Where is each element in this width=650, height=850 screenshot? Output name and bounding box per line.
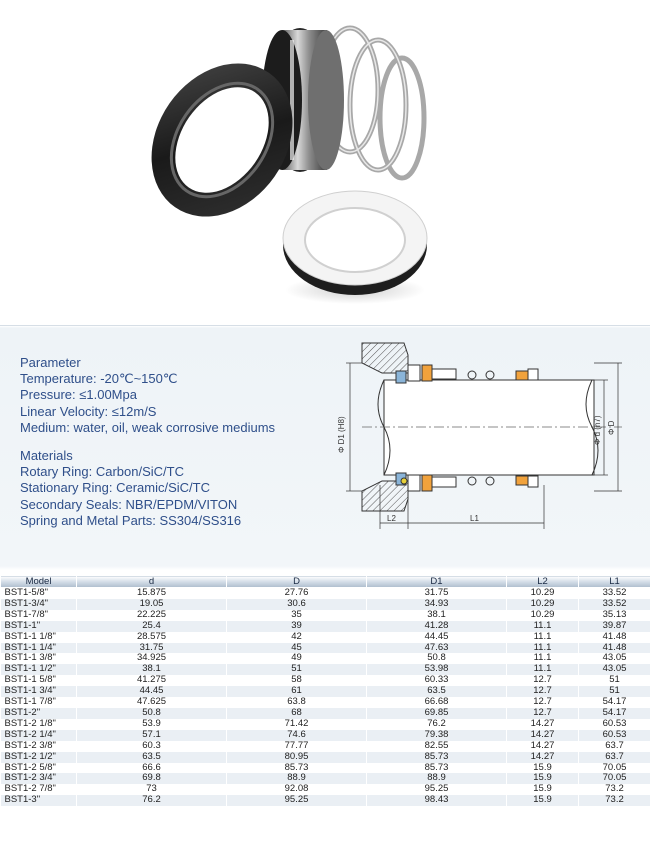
materials-heading: Materials	[20, 448, 73, 464]
value-cell: 11.1	[507, 621, 579, 632]
value-cell: 39.87	[579, 621, 650, 632]
value-cell: 74.6	[227, 730, 367, 741]
model-cell: BST1-5/8"	[1, 588, 77, 599]
model-cell: BST1-1 1/2"	[1, 664, 77, 675]
model-cell: BST1-1 1/4"	[1, 643, 77, 654]
value-cell: 47.63	[367, 643, 507, 654]
table-row	[1, 773, 650, 784]
table-row	[1, 632, 650, 643]
value-cell: 54.17	[579, 708, 650, 719]
table-row	[1, 686, 650, 697]
value-cell: 14.27	[507, 741, 579, 752]
column-header: d	[77, 576, 227, 588]
velocity-spec: Linear Velocity: ≤12m/S	[20, 403, 157, 419]
model-cell: BST1-1 3/4"	[1, 686, 77, 697]
model-cell: BST1-1 3/8"	[1, 653, 77, 664]
value-cell: 63.7	[579, 752, 650, 763]
model-cell: BST1-2 1/2"	[1, 752, 77, 763]
value-cell: 54.17	[579, 697, 650, 708]
value-cell: 11.1	[507, 632, 579, 643]
cross-section-drawing	[322, 335, 642, 535]
column-header: D	[227, 576, 367, 588]
model-cell: BST1-2 5/8"	[1, 763, 77, 774]
d1-label: Φ D1 (H8)	[337, 416, 346, 453]
value-cell: 47.625	[77, 697, 227, 708]
value-cell: 73.2	[579, 784, 650, 795]
value-cell: 80.95	[227, 752, 367, 763]
value-cell: 63.5	[77, 752, 227, 763]
model-cell: BST1-1 7/8"	[1, 697, 77, 708]
spacer	[20, 436, 275, 448]
value-cell: 60.3	[77, 741, 227, 752]
value-cell: 57.1	[77, 730, 227, 741]
table-row	[1, 763, 650, 774]
value-cell: 15.9	[507, 784, 579, 795]
value-cell: 60.33	[367, 675, 507, 686]
value-cell: 15.875	[77, 588, 227, 599]
model-cell: BST1-2 7/8"	[1, 784, 77, 795]
value-cell: 41.28	[367, 621, 507, 632]
dimensions-table	[0, 575, 650, 806]
model-cell: BST1-7/8"	[1, 610, 77, 621]
value-cell: 95.25	[367, 784, 507, 795]
value-cell: 31.75	[367, 588, 507, 599]
value-cell: 82.55	[367, 741, 507, 752]
value-cell: 50.8	[77, 708, 227, 719]
value-cell: 35	[227, 610, 367, 621]
value-cell: 15.9	[507, 795, 579, 806]
model-cell: BST1-2 1/8"	[1, 719, 77, 730]
table-header-row	[1, 576, 650, 588]
value-cell: 98.43	[367, 795, 507, 806]
table-row	[1, 621, 650, 632]
value-cell: 85.73	[367, 752, 507, 763]
value-cell: 51	[579, 675, 650, 686]
value-cell: 42	[227, 632, 367, 643]
value-cell: 22.225	[77, 610, 227, 621]
value-cell: 95.25	[227, 795, 367, 806]
column-header: L2	[507, 576, 579, 588]
value-cell: 66.68	[367, 697, 507, 708]
value-cell: 69.8	[77, 773, 227, 784]
parameter-heading: Parameter	[20, 355, 81, 370]
value-cell: 38.1	[77, 664, 227, 675]
value-cell: 49	[227, 653, 367, 664]
value-cell: 51	[579, 686, 650, 697]
value-cell: 44.45	[77, 686, 227, 697]
value-cell: 73	[77, 784, 227, 795]
table-row	[1, 643, 650, 654]
table-row	[1, 741, 650, 752]
value-cell: 41.48	[579, 643, 650, 654]
stationary-ring-spec: Stationary Ring: Ceramic/SiC/TC	[20, 480, 210, 496]
value-cell: 71.42	[227, 719, 367, 730]
mechanical-seal-illustration	[0, 0, 650, 325]
d-label: Φ d (h7)	[593, 415, 602, 445]
value-cell: 10.29	[507, 588, 579, 599]
value-cell: 31.75	[77, 643, 227, 654]
l2-label: L2	[387, 514, 396, 523]
value-cell: 63.7	[579, 741, 650, 752]
housing-top	[362, 343, 408, 373]
table-row	[1, 795, 650, 806]
value-cell: 34.925	[77, 653, 227, 664]
specifications-text	[20, 355, 275, 529]
value-cell: 11.1	[507, 664, 579, 675]
value-cell: 38.1	[367, 610, 507, 621]
value-cell: 68	[227, 708, 367, 719]
value-cell: 43.05	[579, 664, 650, 675]
value-cell: 12.7	[507, 675, 579, 686]
value-cell: 58	[227, 675, 367, 686]
table-row	[1, 697, 650, 708]
model-cell: BST1-3/4"	[1, 599, 77, 610]
secondary-seals-spec: Secondary Seals: NBR/EPDM/VITON	[20, 496, 238, 512]
value-cell: 11.1	[507, 653, 579, 664]
model-cell: BST1-2"	[1, 708, 77, 719]
value-cell: 51	[227, 664, 367, 675]
table-body	[1, 588, 650, 807]
value-cell: 70.05	[579, 763, 650, 774]
value-cell: 85.73	[227, 763, 367, 774]
l1-label: L1	[470, 514, 479, 523]
value-cell: 10.29	[507, 610, 579, 621]
value-cell: 41.275	[77, 675, 227, 686]
value-cell: 11.1	[507, 643, 579, 654]
value-cell: 43.05	[579, 653, 650, 664]
value-cell: 76.2	[367, 719, 507, 730]
value-cell: 10.29	[507, 599, 579, 610]
value-cell: 35.13	[579, 610, 650, 621]
model-cell: BST1-1"	[1, 621, 77, 632]
shaft-outline	[384, 380, 594, 475]
technical-drawing	[322, 335, 642, 535]
value-cell: 85.73	[367, 763, 507, 774]
value-cell: 61	[227, 686, 367, 697]
value-cell: 12.7	[507, 686, 579, 697]
table-row	[1, 752, 650, 763]
model-cell: BST1-1 1/8"	[1, 632, 77, 643]
stationary-ring-icon	[283, 191, 427, 295]
value-cell: 92.08	[227, 784, 367, 795]
value-cell: 69.85	[367, 708, 507, 719]
table-row	[1, 784, 650, 795]
value-cell: 14.27	[507, 752, 579, 763]
outer-d-label: Φ D	[607, 420, 616, 435]
model-cell: BST1-2 3/4"	[1, 773, 77, 784]
value-cell: 60.53	[579, 730, 650, 741]
temperature-spec: Temperature: -20℃~150℃	[20, 371, 178, 387]
value-cell: 15.9	[507, 763, 579, 774]
value-cell: 14.27	[507, 719, 579, 730]
value-cell: 27.76	[227, 588, 367, 599]
value-cell: 63.8	[227, 697, 367, 708]
model-cell: BST1-2 3/8"	[1, 741, 77, 752]
rotary-ring-spec: Rotary Ring: Carbon/SiC/TC	[20, 464, 184, 480]
value-cell: 34.93	[367, 599, 507, 610]
column-header: L1	[579, 576, 650, 588]
value-cell: 19.05	[77, 599, 227, 610]
value-cell: 33.52	[579, 588, 650, 599]
value-cell: 30.6	[227, 599, 367, 610]
value-cell: 12.7	[507, 708, 579, 719]
table-row	[1, 675, 650, 686]
value-cell: 45	[227, 643, 367, 654]
value-cell: 63.5	[367, 686, 507, 697]
value-cell: 53.9	[77, 719, 227, 730]
value-cell: 33.52	[579, 599, 650, 610]
spring-metal-spec: Spring and Metal Parts: SS304/SS316	[20, 512, 242, 528]
value-cell: 12.7	[507, 697, 579, 708]
value-cell: 73.2	[579, 795, 650, 806]
value-cell: 77.77	[227, 741, 367, 752]
value-cell: 50.8	[367, 653, 507, 664]
value-cell: 66.6	[77, 763, 227, 774]
value-cell: 14.27	[507, 730, 579, 741]
value-cell: 15.9	[507, 773, 579, 784]
table-row	[1, 610, 650, 621]
model-cell: BST1-1 5/8"	[1, 675, 77, 686]
value-cell: 88.9	[227, 773, 367, 784]
value-cell: 39	[227, 621, 367, 632]
value-cell: 76.2	[77, 795, 227, 806]
value-cell: 25.4	[77, 621, 227, 632]
value-cell: 79.38	[367, 730, 507, 741]
value-cell: 44.45	[367, 632, 507, 643]
pressure-spec: Pressure: ≤1.00Mpa	[20, 387, 137, 403]
model-cell: BST1-3"	[1, 795, 77, 806]
medium-spec: Medium: water, oil, weak corrosive mediums	[20, 419, 276, 435]
column-header: D1	[367, 576, 507, 588]
value-cell: 70.05	[579, 773, 650, 784]
table-row	[1, 664, 650, 675]
value-cell: 60.53	[579, 719, 650, 730]
product-photo	[0, 0, 650, 325]
value-cell: 28.575	[77, 632, 227, 643]
stationary-seat-top	[396, 371, 406, 383]
column-header: Model	[1, 576, 77, 588]
value-cell: 53.98	[367, 664, 507, 675]
table-row	[1, 653, 650, 664]
value-cell: 41.48	[579, 632, 650, 643]
value-cell: 88.9	[367, 773, 507, 784]
model-cell: BST1-2 1/4"	[1, 730, 77, 741]
